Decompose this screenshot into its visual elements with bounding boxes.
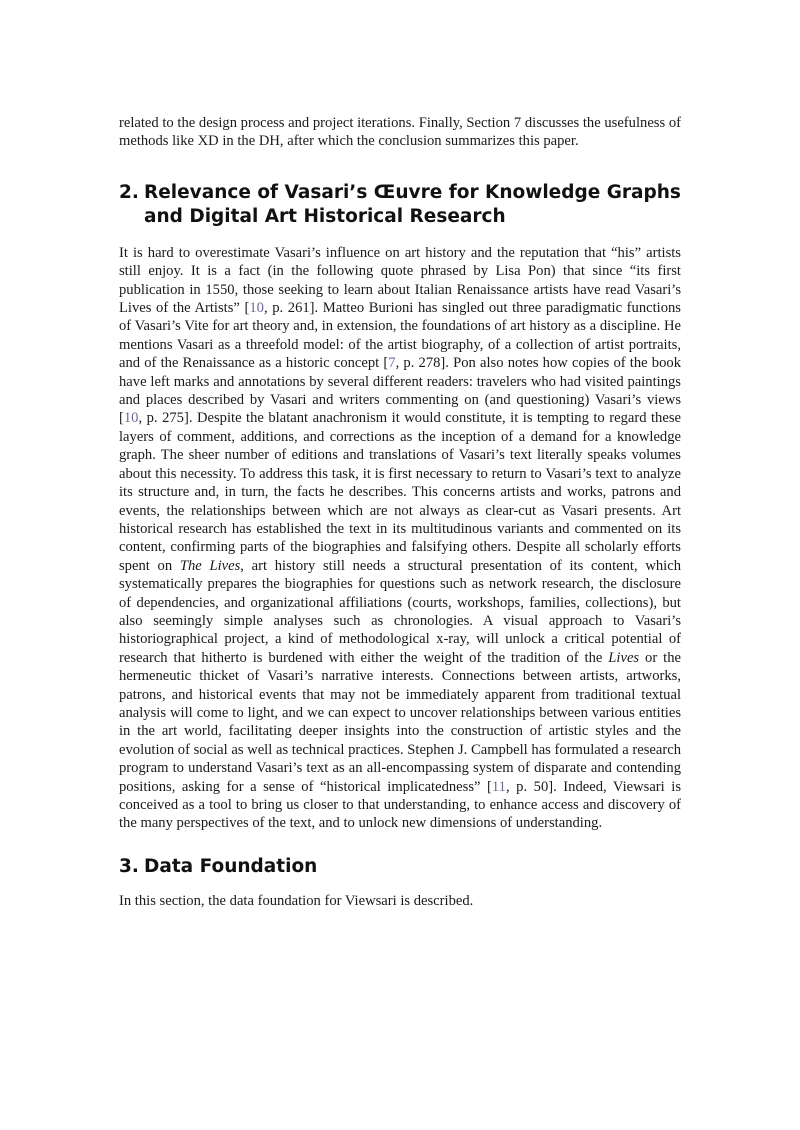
section-3-heading [119, 855, 681, 880]
citation-link[interactable]: 10 [249, 300, 264, 317]
section-2-text-5: , art history still needs a structural presentation of its content, which systematically prepares the biographies for questions such as network research, the disclosure of dependencies, and organizational affiliations (courts, workshops, families, collections), but also seemingly simple analyses such as chronologies. A visual approach to Vasari’s historiographical project, a kind of methodological x-ray, will unlock a critical potential of research that hitherto is burdened with either the weight of the tradition of the [119, 557, 681, 666]
section-2-text-7: , p. 50]. Indeed, Viewsari is conceived as a tool to bring us closer to that understanding, to enhance access and discovery of the many perspectives of the text, and to unlock new dimensions of understanding. [119, 778, 681, 832]
section-3-paragraph: In this section, the data foundation for Viewsari is described. [119, 893, 474, 910]
section-2-paragraph [119, 244, 681, 833]
section-2-text-4: , p. 275]. Despite the blatant anachronism it would constitute, it is tempting to regard these layers of comment, additions, and corrections as the inception of a demand for a knowledge graph. The sheer number of editions and translations of Vasari’s text literally speaks volumes about this necessity. To address this task, it is first necessary to return to Vasari’s text to analyze its structure and, in turn, the facts he describes. This concerns artists and works, patrons and events, the relationships between which are not always as clear-cut as Vasari presents. Art historical research has established the text in its multitudinous variants and commented on its content, confirming parts of the biographies and falsifying others. Despite all scholarly efforts spent on [119, 410, 681, 574]
section-2-text-3: , p. 278]. Pon also notes how copies of the book have left marks and annotations by several different readers: travelers who had visited paintings and places described by Vasari and writers commenting on (and questioning) Vasari’s views [ [119, 355, 681, 427]
italic-title: Lives [608, 649, 640, 666]
section-2-text-1: It is hard to overestimate Vasari’s influence on art history and the reputation that “his” artists still enjoy. It is a fact (in the following quote phrased by Lisa Pon) that since “its first publication in 1550, those seeking to learn about Italian Renaissance artists have read Vasari’s Lives of the Artists” [ [119, 244, 681, 317]
citation-link[interactable]: 11 [491, 778, 506, 795]
section-3-number: 3. [119, 855, 139, 877]
intro-paragraph: related to the design process and project iterations. Finally, Section 7 discusses the usefulness of methods like XD in the DH, after which the conclusion summarizes this paper. [119, 115, 681, 150]
paper-page [119, 114, 681, 911]
italic-title: The Lives [179, 557, 241, 574]
citation-link[interactable]: 7 [388, 355, 396, 372]
section-2-heading [119, 181, 681, 230]
section-2-title: Relevance of Vasari’s Œuvre for Knowledge Graphs and Digital Art Historical Research [144, 181, 681, 228]
citation-link[interactable]: 10 [123, 410, 139, 427]
section-2-text-6: or the hermeneutic thicket of Vasari’s narrative interests. Connections between artists, artworks, patrons, and historical events that may not be immediately apparent from traditional textual analysis will come to light, and we can expect to uncover relationships between various entities in the art world, facilitating deeper insights into the construction of artistic styles and the evolution of social as well as technical practices. Stephen J. Campbell has formulated a research program to understand Vasari’s text as an all-encompassing system of disparate and contending positions, asking for a sense of “historical implicatedness” [ [119, 649, 681, 795]
section-2-number: 2. [119, 181, 139, 203]
section-2-text-2: , p. 261]. Matteo Burioni has singled out three paradigmatic functions of Vasari’s Vite for art theory and, in extension, the foundations of art history as a discipline. He mentions Vasari as a threefold model: of the artist biography, of a collection of artist portraits, and of the Renaissance as a historic concept [ [119, 300, 681, 372]
section-3-title: Data Foundation [144, 855, 318, 877]
